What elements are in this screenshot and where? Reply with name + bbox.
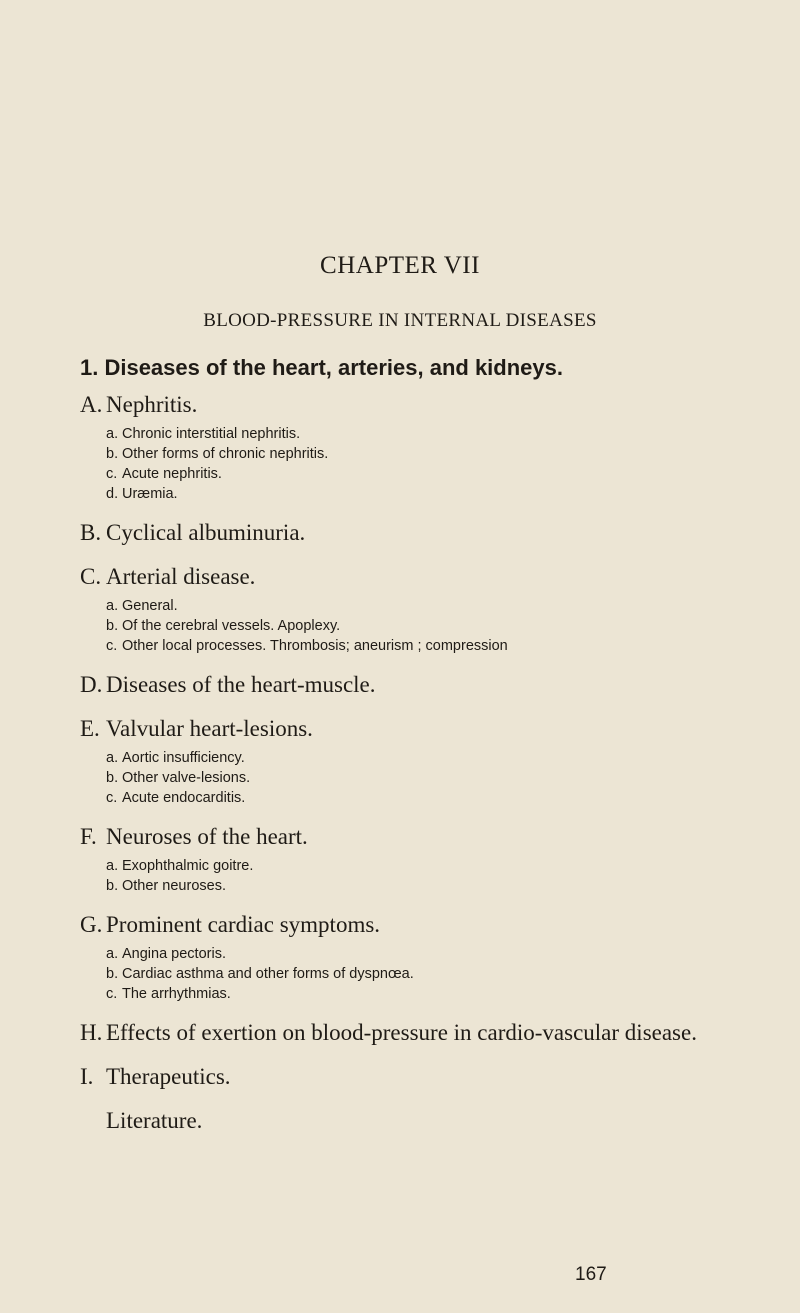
item-letter: a. [106, 750, 119, 766]
item-text: Other valve-lesions. [122, 770, 251, 786]
item-text: Chronic interstitial nephritis. [122, 426, 301, 442]
list-item [80, 636, 800, 656]
item-letter: c. [106, 466, 118, 482]
item-letter: c. [106, 638, 118, 654]
item-letter: b. [106, 770, 119, 786]
list-item [80, 444, 800, 464]
section-heading [80, 822, 800, 852]
section-heading [80, 562, 800, 592]
item-letter: c. [106, 790, 118, 806]
list-item [80, 464, 800, 484]
section-letter: F. [80, 824, 97, 849]
item-letter: a. [106, 946, 119, 962]
item-text: The arrhythmias. [122, 986, 231, 1002]
list-item [80, 944, 800, 964]
item-text: Other local processes. Thrombosis; aneurism ; compression [122, 638, 508, 654]
page-number: 167 [575, 1264, 607, 1285]
section-letter: H. [80, 1020, 103, 1045]
item-text: Of the cerebral vessels. Apoplexy. [122, 618, 341, 634]
item-text: Uræmia. [122, 486, 178, 502]
list-item [80, 964, 800, 984]
item-letter: b. [106, 878, 119, 894]
chapter-title: CHAPTER VII [320, 252, 480, 279]
list-item [80, 484, 800, 504]
section-letter: I. [80, 1064, 94, 1089]
section-title: Nephritis. [106, 392, 198, 417]
section [80, 910, 800, 1004]
section [80, 714, 800, 808]
item-text: General. [122, 598, 178, 614]
section-title: Therapeutics. [106, 1064, 231, 1089]
section-heading [80, 1062, 800, 1092]
subsection-list [80, 424, 800, 504]
list-item [80, 616, 800, 636]
item-text: Other neuroses. [122, 878, 226, 894]
section-heading [80, 518, 800, 548]
list-item [80, 856, 800, 876]
section-heading [80, 910, 800, 940]
section [80, 1062, 800, 1092]
section-letter: A. [80, 392, 103, 417]
item-text: Acute endocarditis. [122, 790, 246, 806]
item-text: Cardiac asthma and other forms of dyspnœa. [122, 966, 414, 982]
section [80, 390, 800, 504]
section-letter: B. [80, 520, 102, 545]
subsection-list [80, 596, 800, 656]
section-letter: G. [80, 912, 103, 937]
item-text: Aortic insufficiency. [122, 750, 245, 766]
section-heading [80, 1018, 800, 1048]
list-item [80, 876, 800, 896]
section-title: Effects of exertion on blood-pressure in cardio-vascular disease. [106, 1020, 697, 1045]
section-title: Valvular heart-lesions. [106, 716, 313, 741]
item-letter: a. [106, 598, 119, 614]
item-letter: c. [106, 986, 118, 1002]
literature-heading: Literature. [106, 1108, 203, 1133]
subsection-list [80, 944, 800, 1004]
list-item [80, 596, 800, 616]
list-item [80, 768, 800, 788]
section [80, 822, 800, 896]
list-item [80, 748, 800, 768]
section-title: Cyclical albuminuria. [106, 520, 306, 545]
section-title: Diseases of the heart-muscle. [106, 672, 376, 697]
section-letter: C. [80, 564, 102, 589]
list-item [80, 788, 800, 808]
item-letter: a. [106, 858, 119, 874]
section-title: Arterial disease. [106, 564, 256, 589]
item-letter: b. [106, 446, 119, 462]
list-item [80, 424, 800, 444]
subsection-list [80, 748, 800, 808]
section-heading [80, 670, 800, 700]
item-text: Acute nephritis. [122, 466, 222, 482]
item-letter: a. [106, 426, 119, 442]
item-letter: d. [106, 486, 119, 502]
item-text: Exophthalmic goitre. [122, 858, 254, 874]
part-heading: 1. Diseases of the heart, arteries, and kidneys. [80, 355, 563, 380]
section-heading [80, 714, 800, 744]
section-list [80, 390, 800, 1136]
section [80, 670, 800, 700]
section [80, 562, 800, 656]
item-text: Other forms of chronic nephritis. [122, 446, 329, 462]
list-item [80, 984, 800, 1004]
section-letter: E. [80, 716, 100, 741]
section [80, 518, 800, 548]
section-title: Neuroses of the heart. [106, 824, 308, 849]
subsection-list [80, 856, 800, 896]
item-letter: b. [106, 966, 119, 982]
section [80, 1018, 800, 1048]
section-title: Prominent cardiac symptoms. [106, 912, 381, 937]
item-text: Angina pectoris. [122, 946, 226, 962]
section-heading [80, 390, 800, 420]
item-letter: b. [106, 618, 119, 634]
section-letter: D. [80, 672, 103, 697]
chapter-subtitle: BLOOD-PRESSURE IN INTERNAL DISEASES [203, 310, 597, 331]
